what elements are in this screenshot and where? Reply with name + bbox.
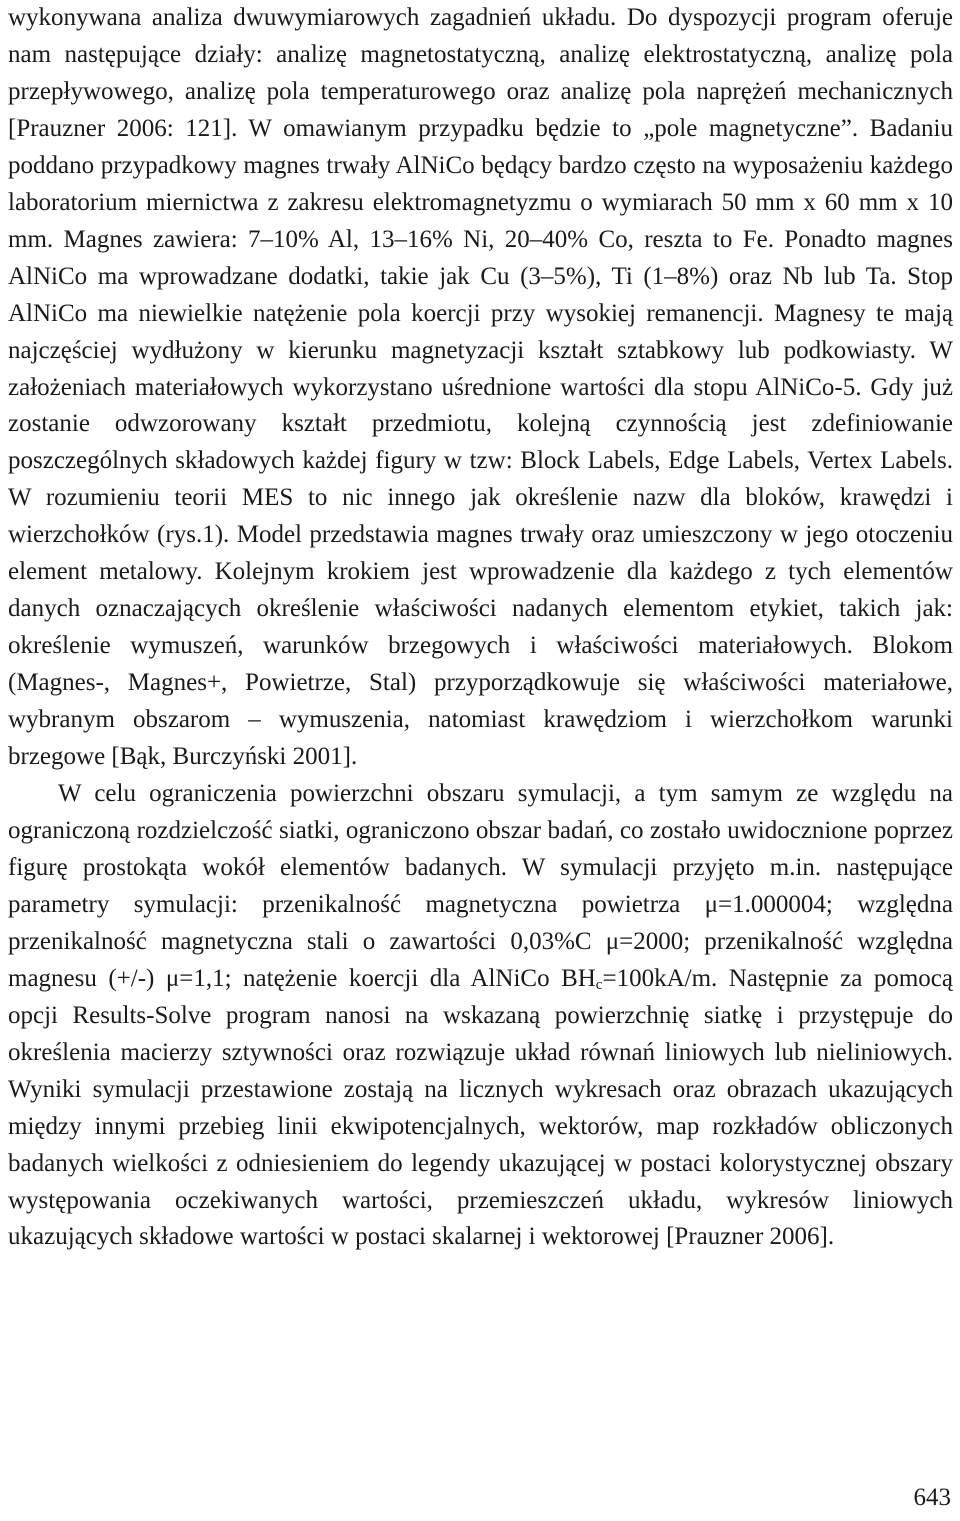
page-number: 643 (913, 1484, 951, 1511)
coercivity-subscript: c (595, 976, 603, 993)
body-text (8, 0, 953, 1256)
paragraph-1: wykonywana analiza dwuwymiarowych zagadnień układu. Do dyspozycji program oferuje nam następujące działy: analizę magnetostatyczną, analizę elektrostatyczną, analizę pola przepływowego, analizę pola temperaturowego oraz analizę pola naprężeń mechanicznych [Prauzner 2006: 121]. W omawianym przypadku będzie to „pole magnetyczne”. Badaniu poddano przypadkowy magnes trwały AlNiCo będący bardzo często na wyposażeniu każdego laboratorium miernictwa z zakresu elektromagnetyzmu o wymiarach 50 mm x 60 mm x 10 mm. Magnes zawiera: 7–10% Al, 13–16% Ni, 20–40% Co, reszta to Fe. Ponadto magnes AlNiCo ma wprowadzane dodatki, takie jak Cu (3–5%), Ti (1–8%) oraz Nb lub Ta. Stop AlNiCo ma niewielkie natężenie pola koercji przy wysokiej remanencji. Magnesy te mają najczęściej wydłużony w kierunku magnetyzacji kształt sztabkowy lub podkowiasty. W założeniach materiałowych wykorzystano uśrednione wartości dla stopu AlNiCo-5. Gdy już zostanie odwzorowany kształt przedmiotu, kolejną czynnością jest zdefiniowanie poszczególnych składowych każdej figury w tzw: Block Labels, Edge Labels, Vertex Labels. W rozumieniu teorii MES to nic innego jak określenie nazw dla bloków, krawędzi i wierzchołków (rys.1). Model przedstawia magnes trwały oraz umieszczony w jego otoczeniu element metalowy. Kolejnym krokiem jest wprowadzenie dla każdego z tych elementów danych oznaczających określenie właściwości nadanych elementom etykiet, takich jak: określenie wymuszeń, warunków brzegowych i właściwości materiałowych. Blokom (Magnes-, Magnes+, Powietrze, Stal) przyporządkowuje się właściwości materiałowe, wybranym obszarom – wymuszenia, natomiast krawędziom i wierzchołkom warunki brzegowe [Bąk, Burczyński 2001]. (8, 4, 953, 771)
paragraph-2-text-start: W celu ograniczenia powierzchni obszaru symulacji, a tym samym ze względu na ograniczoną rozdzielczość siatki, ograniczono obszar badań, co zostało uwidocznione poprzez figurę prostokąta wokół elementów badanych. W symulacji przyjęto m.in. następujące parametry symulacji: przenikalność magnetyczna powietrza μ=1.000004; względna przenikalność magnetyczna stali o zawartości 0,03%C μ=2000; przenikalność względna magnesu (+/-) μ=1,1; natężenie koercji dla AlNiCo BH (8, 780, 953, 992)
paragraph-2-text-end: =100kA/m. Następnie za pomocą opcji Results-Solve program nanosi na wskazaną powierzchnię siatkę i przystępuje do określenia macierzy sztywności oraz rozwiązuje układ równań liniowych lub nieliniowych. Wyniki symulacji przestawione zostają na licznych wykresach oraz obrazach ukazujących między innymi przebieg linii ekwipotencjalnych, wektorów, map rozkładów obliczonych badanych wielkości z odniesieniem do legendy ukazującej w postaci kolorystycznej obszary występowania oczekiwanych wartości, przemieszczeń układu, wykresów liniowych ukazujących składowe wartości w postaci skalarnej i wektorowej [Prauzner 2006]. (8, 964, 953, 1251)
paragraph-2 (8, 776, 953, 1256)
